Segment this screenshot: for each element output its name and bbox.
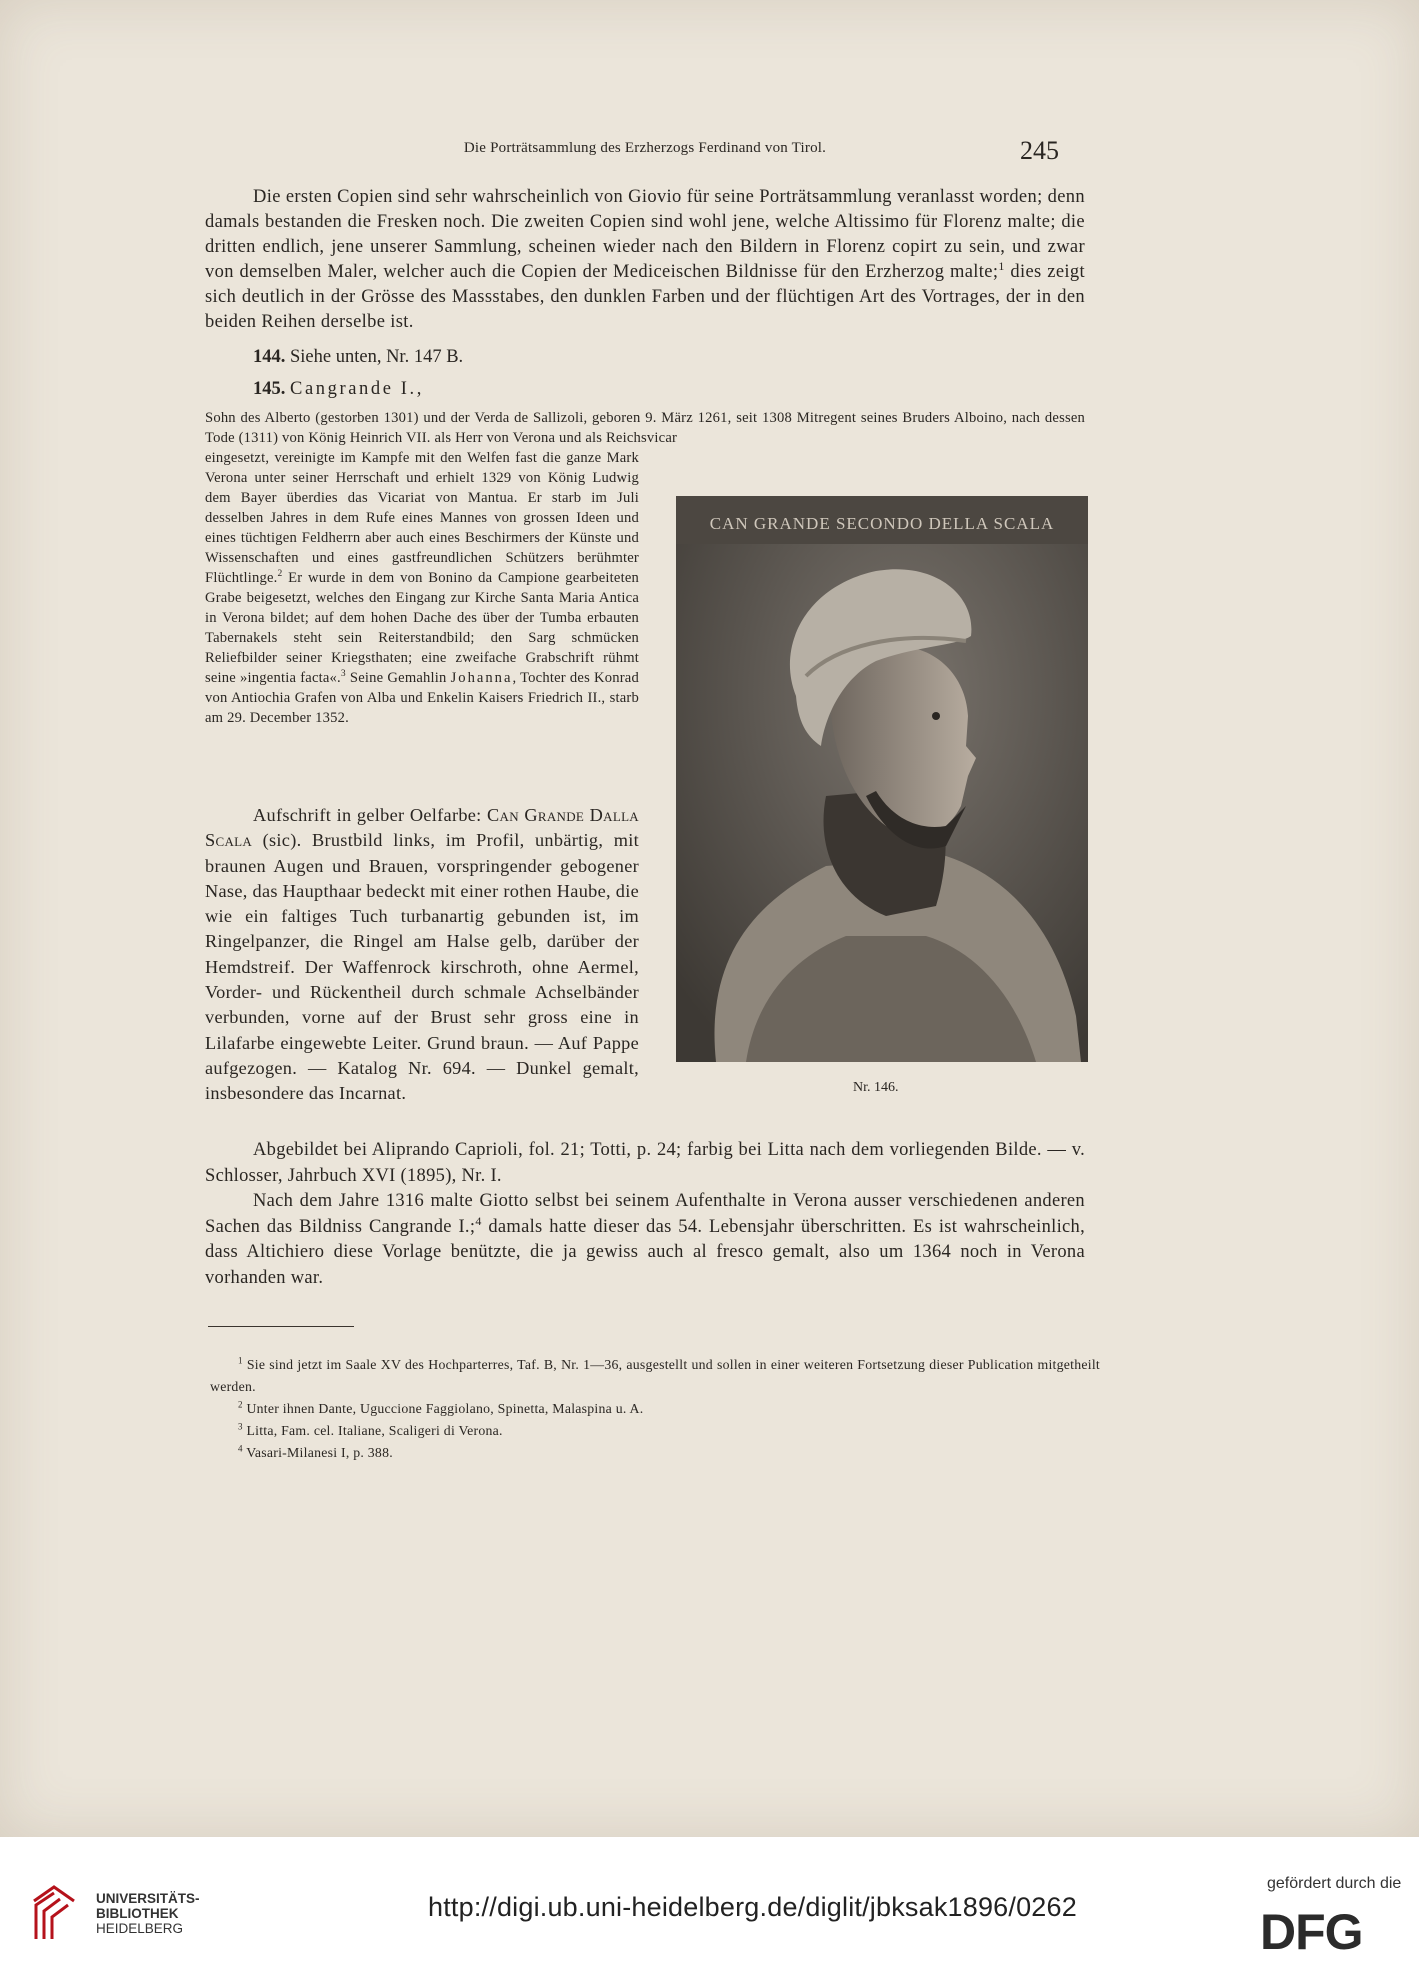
entry-144-text: Siehe unten, Nr. 147 B.: [290, 347, 464, 367]
viewer-footer: [0, 1837, 1419, 1971]
bio-part-1: eingesetzt, vereinigte im Kampfe mit den Welfen fast die ganze Mark Verona unter seiner Herrschaft und erhielt 1329 von König Ludwig dem Bayer überdies das Vicariat von Mantua. Er starb im Juli desselben Jahres in dem Rufe eines Mannes von grossen Ideen und eines tüchtigen Feldherrn aber auch eines Beschirmers der Künste und Wissenschaften und eines gastfreundlichen Schützers berühmter Flüchtlinge.: [205, 450, 639, 586]
footnote-1-text: Sie sind jetzt im Saale XV des Hochparterres, Taf. B, Nr. 1—36, ausgestellt und sollen in einer weiteren Fortsetzung dieser Publication mitgetheilt werden.: [210, 1357, 1100, 1394]
entry-145: [253, 379, 424, 400]
footnote-divider: [208, 1326, 354, 1327]
closing-paragraphs: [205, 1138, 1085, 1291]
lead-tail: dies zeigt sich deutlich in der Grösse des Massstabes, den dunklen Farben und der flüchtigen Art des Vortrages, der in den beiden Reihen derselbe ist.: [205, 262, 1085, 332]
portrait-figure: [676, 496, 1088, 1062]
figure-caption: Nr. 146.: [853, 1080, 899, 1095]
footnote-4: [210, 1442, 1100, 1464]
aufschrift-part-2: (sic). Brustbild links, im Profil, unbärtig, mit braunen Augen und Brauen, vorspringender gebogener Nase, das Haupthaar bedeckt mit einer rothen Haube, die wie ein faltiges Tuch turbanartig gebunden ist, im Ringelpanzer, die Ringel am Halse gelb, darüber der Hemdstreif. Der Waffenrock kirschroth, ohne Aermel, Vorder- und Rückentheil durch schmale Achselbänder verbunden, vorne auf der Brust sehr gross eine in Lilafarbe eingewebte Leiter. Grund braun. — Auf Pappe aufgezogen. — Katalog Nr. 694. — Dunkel gemalt, insbesondere das Incarnat.: [205, 830, 639, 1104]
entry-145-name: Cangrande I.,: [290, 379, 424, 399]
footnote-3: [210, 1420, 1100, 1442]
footnote-2-number: 2: [238, 1399, 243, 1410]
footnote-4-text: Vasari-Milanesi I, p. 388.: [246, 1445, 393, 1460]
footnote-1-number: 1: [238, 1355, 243, 1366]
giotto-text-1: Nach dem Jahre 1316 malte Giotto selbst bei seinem Aufenthalte in Verona ausser verschiedenen anderen Sachen das Bildniss Cangrande I.;: [205, 1191, 1085, 1237]
footnote-3-text: Litta, Fam. cel. Italiane, Scaligeri di Verona.: [246, 1423, 503, 1438]
inscription-text: Can Grande Dalla Scala: [205, 805, 639, 851]
bio-part-3: Seine Gemahlin: [345, 670, 451, 686]
lead-text: Die ersten Copien sind sehr wahrscheinlich von Giovio für seine Porträtsammlung veranlasst worden; denn damals bestanden die Fresken noch. Die zweiten Copien sind wohl jene, welche Altissimo für Florenz malte; die dritten endlich, jene unserer Sammlung, scheinen wieder nach den Bildern in Florenz copirt zu sein, und zwar von demselben Maler, welcher auch die Copien der Mediceischen Bildnisse für den Erzherzog malte;: [205, 187, 1085, 282]
lead-paragraph: [205, 185, 1085, 335]
biography-column: [205, 448, 639, 728]
library-line-2: BIBLIOTHEK: [96, 1906, 179, 1921]
footnote-4-number: 4: [238, 1443, 243, 1454]
abgebildet-paragraph: Abgebildet bei Aliprando Caprioli, fol. 21; Totti, p. 24; farbig bei Litta nach dem vorliegenden Bilde. — v. Schlosser, Jahrbuch XVI (1895), Nr. I.: [205, 1140, 1085, 1186]
entry-144-number: 144.: [253, 347, 286, 367]
footnotes: [210, 1354, 1100, 1464]
painted-inscription: CAN GRANDE SECONDO DELLA SCALA: [709, 514, 1055, 533]
footnote-ref-1: 1: [998, 258, 1005, 273]
running-title: Die Porträtsammlung des Erzherzogs Ferdinand von Tirol.: [463, 140, 827, 156]
footnote-2: [210, 1398, 1100, 1420]
aufschrift-part-1: Aufschrift in gelber Oelfarbe:: [253, 805, 488, 825]
entry-144: [253, 347, 463, 368]
dfg-logo-text: DFG: [1260, 1907, 1363, 1953]
funding-label: gefördert durch die: [1267, 1875, 1402, 1892]
bio-part-2: Er wurde in dem von Bonino da Campione gearbeiteten Grabe beigesetzt, welches den Eingang zur Kirche Santa Maria Antica in Verona bildet; auf dem hohen Dache des über der Tumba erbauten Tabernakels steht sein Reiterstandbild; den Sarg schmücken Reliefbilder seiner Kriegsthaten; eine zweifache Grabschrift rühmt seine »ingentia facta«.: [205, 570, 639, 686]
bio-part-4: , Tochter des Konrad von Antiochia Grafen von Alba und Enkelin Kaisers Friedrich II., starb am 29. December 1352.: [205, 670, 639, 726]
giotto-paragraph: [205, 1189, 1085, 1291]
footnote-ref-4: 4: [475, 1213, 482, 1228]
footnote-ref-3: 3: [340, 669, 346, 680]
portrait-image: [676, 496, 1088, 1062]
university-library-name[interactable]: [96, 1891, 200, 1936]
dfg-logo-icon[interactable]: [1260, 1907, 1400, 1953]
footnote-1: [210, 1354, 1100, 1398]
bio-johanna: Johanna: [450, 670, 513, 686]
biography-intro: Sohn des Alberto (gestorben 1301) und der Verda de Sallizoli, geboren 9. März 1261, seit 1308 Mitregent seines Bruders Alboino, nach dessen Tode (1311) von König Heinrich VII. als Herr von Verona und als Reichsvicar: [205, 410, 1085, 446]
university-library-logo-icon[interactable]: [30, 1881, 80, 1943]
library-line-3: HEIDELBERG: [96, 1921, 184, 1936]
giotto-text-2: damals hatte dieser das 54. Lebensjahr überschritten. Es ist wahrscheinlich, dass Altichiero diese Vorlage benützte, die ja gewiss auch al fresco gemalt, also um 1364 noch in Verona vorhanden war.: [205, 1216, 1086, 1288]
footnote-3-number: 3: [238, 1421, 243, 1432]
page-number: 245: [1020, 136, 1059, 165]
permalink-url[interactable]: http://digi.ub.uni-heidelberg.de/diglit/jbksak1896/0262: [428, 1892, 1077, 1922]
description-paragraph: [205, 803, 639, 1107]
footnote-ref-2: 2: [277, 569, 283, 580]
library-line-1: UNIVERSITÄTS-: [96, 1891, 200, 1906]
footnote-2-text: Unter ihnen Dante, Uguccione Faggiolano, Spinetta, Malaspina u. A.: [246, 1401, 644, 1416]
entry-145-number: 145.: [253, 379, 286, 399]
